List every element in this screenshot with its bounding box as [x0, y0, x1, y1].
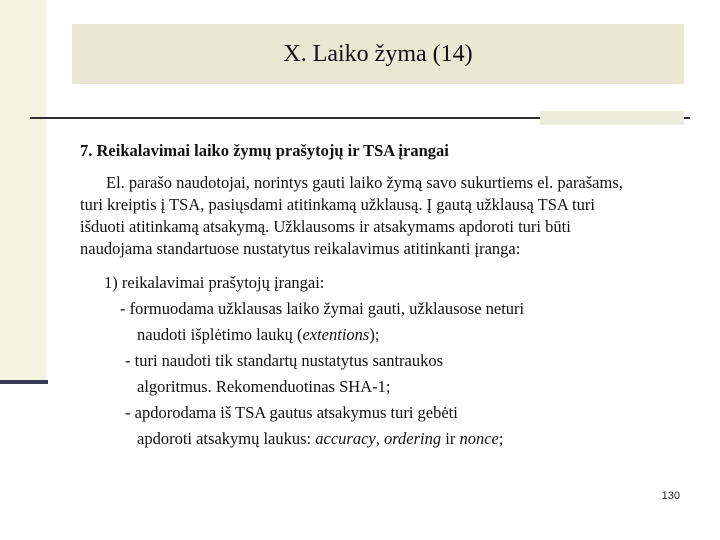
bullet-text: ,: [375, 429, 384, 448]
list-item-title: 1) reikalavimai prašytojų įrangai:: [104, 273, 325, 292]
paragraph-line: turi kreiptis į TSA, pasiųsdami atitinkamą užklausą. Į gautą užklausą TSA turi: [80, 195, 595, 214]
slide-title: X. Laiko žyma (14): [283, 40, 473, 67]
bullet-1-line-2: [80, 322, 690, 348]
bullet-text: apdoroti atsakymų laukus:: [137, 429, 316, 448]
italic-term: ordering: [383, 429, 442, 448]
paragraph-line: naudojama standartuose nustatytus reikalavimus atitinkanti įranga:: [80, 239, 521, 258]
bullet-list: [80, 296, 690, 452]
bullet-3-line-2: [80, 426, 690, 452]
intro-paragraph: [80, 172, 690, 260]
italic-term: extentions: [302, 325, 370, 344]
paragraph-line: El. parašo naudotojai, norintys gauti laiko žymą savo sukurtiems el. parašams,: [106, 173, 623, 192]
bullet-2-line-2: algoritmus. Rekomenduotinas SHA-1;: [137, 377, 391, 396]
italic-term: accuracy: [315, 429, 376, 448]
title-banner: [72, 24, 684, 84]
italic-term: nonce: [459, 429, 499, 448]
bullet-1-line-1: - formuodama užklausas laiko žymai gauti, užklausose neturi: [120, 299, 525, 318]
bullet-text: );: [369, 325, 380, 344]
page-number: 130: [661, 490, 680, 502]
bullet-text: ;: [498, 429, 504, 448]
bullet-text: ir: [441, 429, 460, 448]
left-bar-underline: [0, 380, 48, 384]
bullet-text: naudoti išplėtimo laukų (: [137, 325, 303, 344]
section-heading: 7. Reikalavimai laiko žymų prašytojų ir TSA įrangai: [80, 141, 449, 160]
paragraph-line: išduoti atitinkamą atsakymą. Užklausoms ir atsakymams apdoroti turi būti: [80, 217, 571, 236]
left-decorative-bar: [0, 0, 46, 384]
slide-content: [80, 140, 690, 452]
bullet-2-line-1: - turi naudoti tik standartų nustatytus santraukos: [125, 351, 444, 370]
bullet-3-line-1: - apdorodama iš TSA gautus atsakymus turi gebėti: [125, 403, 458, 422]
rule-accent-block: [540, 111, 684, 125]
